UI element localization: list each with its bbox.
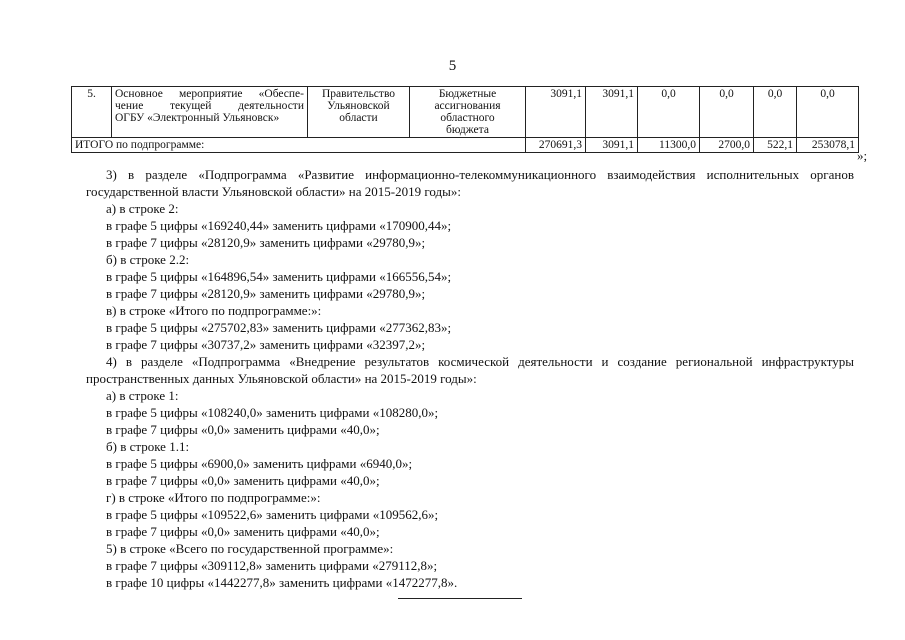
budget-table	[71, 86, 859, 153]
total-value: 2700,0	[700, 138, 754, 153]
value-cell: 0,0	[797, 87, 859, 138]
paragraph: в графе 5 цифры «169240,44» заменить цифрами «170900,44»;	[106, 218, 452, 233]
source-line: бюджета	[446, 124, 489, 136]
paragraph: в графе 7 цифры «0,0» заменить цифрами «40,0»;	[106, 524, 380, 539]
value-cell: 0,0	[754, 87, 797, 138]
paragraph: б) в строке 1.1:	[106, 439, 190, 454]
total-value: 11300,0	[638, 138, 700, 153]
executor-line: Правительство	[321, 88, 396, 100]
measure-line: ОГБУ «Электронный Ульяновск»	[115, 112, 280, 124]
measure-cell	[112, 87, 308, 138]
paragraph: в графе 7 цифры «0,0» заменить цифрами «40,0»;	[106, 422, 380, 437]
value-cell: 0,0	[700, 87, 754, 138]
paragraph: в графе 5 цифры «109522,6» заменить цифрами «109562,6»;	[106, 507, 439, 522]
table-row-5	[72, 87, 859, 138]
paragraph: в графе 10 цифры «1442277,8» заменить цифрами «1472277,8».	[106, 575, 458, 590]
table-row-total	[72, 138, 859, 153]
executor-line: области	[339, 112, 378, 124]
closing-quote: »;	[857, 148, 868, 163]
source-line: областного	[440, 112, 495, 124]
source-line: ассигнования	[434, 100, 501, 112]
source-cell	[410, 87, 526, 138]
paragraph: в) в строке «Итого по подпрограмме:»:	[106, 303, 322, 318]
value-cell: 3091,1	[526, 87, 586, 138]
paragraph: г) в строке «Итого по подпрограмме:»:	[106, 490, 321, 505]
paragraph: в графе 7 цифры «30737,2» заменить цифрами «32397,2»;	[106, 337, 426, 352]
total-value: 253078,1	[797, 138, 859, 153]
paragraph: а) в строке 1:	[106, 388, 179, 403]
paragraph: в графе 5 цифры «6900,0» заменить цифрами «6940,0»;	[106, 456, 413, 471]
paragraph: 3) в разделе «Подпрограмма «Развитие информационно-телекоммуникационного взаимодействия исполнительных органов государственной власти Ульяновской области» на 2015-2019 годы»:	[86, 167, 854, 199]
total-value: 522,1	[754, 138, 797, 153]
measure-line: чение текущей деятельности	[115, 100, 304, 112]
paragraph: в графе 5 цифры «275702,83» заменить цифрами «277362,83»;	[106, 320, 452, 335]
executor-line: Ульяновской	[327, 100, 390, 112]
paragraph: в графе 5 цифры «108240,0» заменить цифрами «108280,0»;	[106, 405, 439, 420]
total-value: 3091,1	[586, 138, 638, 153]
end-rule	[398, 598, 522, 599]
paragraph: в графе 5 цифры «164896,54» заменить цифрами «166556,54»;	[106, 269, 452, 284]
paragraph: в графе 7 цифры «28120,9» заменить цифрами «29780,9»;	[106, 286, 426, 301]
page-number: 5	[448, 58, 457, 74]
paragraph: 5) в строке «Всего по государственной программе»:	[106, 541, 394, 556]
paragraph: в графе 7 цифры «309112,8» заменить цифрами «279112,8»;	[106, 558, 438, 573]
paragraph: 4) в разделе «Подпрограмма «Внедрение результатов космической деятельности и создание региональной инфраструктуры пространственных данных Ульяновской области» на 2015-2019 годы»:	[86, 354, 854, 386]
source-line: Бюджетные	[438, 88, 497, 100]
paragraph: в графе 7 цифры «0,0» заменить цифрами «40,0»;	[106, 473, 380, 488]
total-value: 270691,3	[526, 138, 586, 153]
paragraph: в графе 7 цифры «28120,9» заменить цифрами «29780,9»;	[106, 235, 426, 250]
amendments-text	[86, 166, 854, 591]
total-label: ИТОГО по подпрограмме:	[72, 138, 526, 153]
paragraph: а) в строке 2:	[106, 201, 179, 216]
executor-cell	[308, 87, 410, 138]
measure-line: Основное мероприятие «Обеспе-	[115, 88, 304, 100]
value-cell: 3091,1	[586, 87, 638, 138]
value-cell: 0,0	[638, 87, 700, 138]
paragraph: б) в строке 2.2:	[106, 252, 190, 267]
row-number: 5.	[72, 87, 112, 138]
